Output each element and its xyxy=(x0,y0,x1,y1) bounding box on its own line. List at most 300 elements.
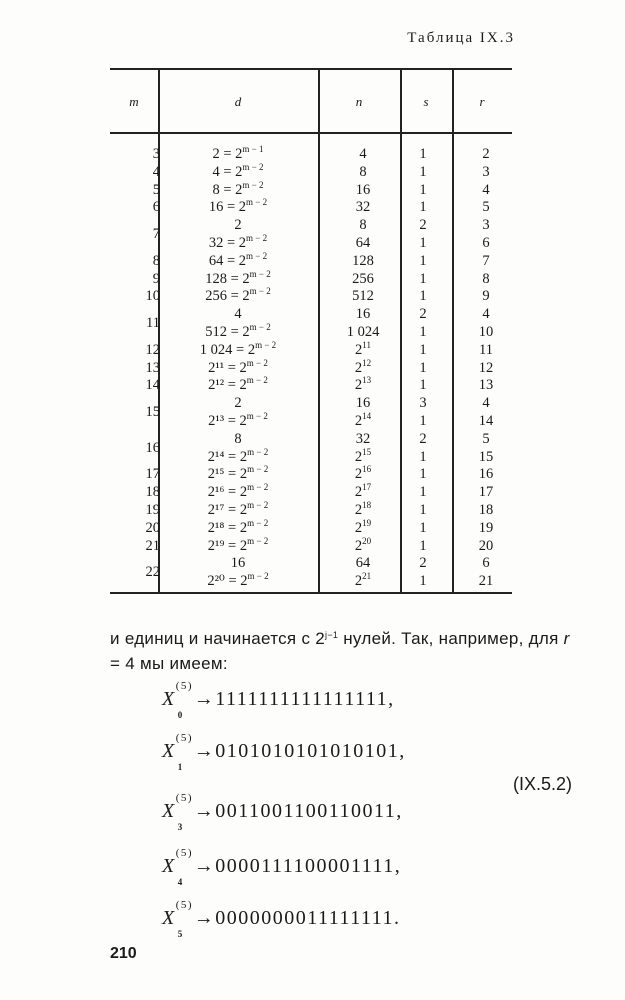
cell-n xyxy=(318,502,408,518)
cell-m xyxy=(110,271,160,287)
cell-n xyxy=(318,146,408,162)
cell-value: 1 024 = 2 xyxy=(199,341,256,358)
cell-exponent: m − 1 xyxy=(242,144,264,154)
cell-s xyxy=(400,555,446,571)
cell-n xyxy=(318,339,408,358)
cell-s xyxy=(400,377,446,393)
cell-r xyxy=(452,377,520,393)
cell-s xyxy=(400,502,446,518)
cell-r xyxy=(452,360,520,376)
cell-value: 4 xyxy=(359,146,367,162)
cell-exponent: 17 xyxy=(362,482,372,493)
cell-s xyxy=(400,271,446,287)
cell-value: 11 xyxy=(146,315,160,332)
cell-value: 11 xyxy=(479,341,493,358)
cell-s xyxy=(400,431,446,447)
cell-value: 256 xyxy=(352,270,374,287)
cell-m xyxy=(110,538,160,554)
cell-n xyxy=(318,199,408,215)
formula-indices xyxy=(175,732,194,772)
cell-value: 1 xyxy=(419,181,427,198)
cell-value: 1 xyxy=(419,235,427,251)
cell-m xyxy=(110,182,160,198)
cell-s xyxy=(400,217,446,233)
cell-m xyxy=(110,253,160,269)
cell-m xyxy=(110,440,160,456)
cell-n xyxy=(318,377,408,393)
cell-s xyxy=(400,484,446,500)
cell-exponent: m − 2 xyxy=(242,161,264,172)
cell-value: 10 xyxy=(145,288,160,305)
cell-value: 2 xyxy=(354,519,363,536)
cell-r xyxy=(452,199,520,215)
cell-value: 8 xyxy=(359,217,367,234)
cell-exponent: m − 2 xyxy=(249,268,271,279)
cell-r xyxy=(452,573,520,589)
cell-value: 2¹³ = 2 xyxy=(208,413,247,429)
cell-value: 16 xyxy=(478,466,494,483)
cell-value: 2 xyxy=(354,502,363,518)
formula-bits: 0000111100001111, xyxy=(215,855,402,877)
cell-value: 20 xyxy=(145,519,160,536)
cell-n xyxy=(318,324,408,340)
cell-m xyxy=(110,377,160,393)
cell-d xyxy=(158,199,318,215)
cell-m xyxy=(110,164,160,180)
cell-value: 2 xyxy=(354,484,363,501)
cell-m xyxy=(110,146,160,162)
cell-r xyxy=(452,520,520,536)
cell-d xyxy=(158,288,318,304)
cell-s xyxy=(400,466,446,482)
cell-r xyxy=(452,502,520,518)
cell-value: 2 xyxy=(419,555,427,572)
cell-s xyxy=(400,520,446,536)
cell-exponent: 12 xyxy=(362,357,372,368)
cell-value: 4 xyxy=(482,306,490,323)
formula-variable: X xyxy=(162,688,176,710)
cell-r xyxy=(452,306,520,322)
paragraph-text: нулей. Так, например, для xyxy=(338,629,564,648)
table-ix-3 xyxy=(110,68,512,594)
cell-d xyxy=(158,484,318,500)
header-r: r xyxy=(479,94,485,109)
cell-r xyxy=(452,449,520,465)
cell-exponent: m − 2 xyxy=(246,233,268,243)
cell-value: 2¹² = 2 xyxy=(208,377,247,394)
cell-value: 8 xyxy=(359,163,367,180)
cell-m xyxy=(110,315,160,331)
formula-indices xyxy=(175,680,194,720)
cell-n xyxy=(318,182,408,198)
cell-value: 7 xyxy=(482,252,490,269)
cell-s xyxy=(400,538,446,554)
cell-d xyxy=(158,235,318,251)
cell-n xyxy=(318,271,408,287)
cell-value: 16 xyxy=(355,181,371,198)
cell-n xyxy=(318,431,408,447)
cell-n xyxy=(318,288,408,304)
cell-value: 3 xyxy=(152,146,160,162)
cell-value: 128 = 2 xyxy=(205,270,250,287)
cell-value: 9 xyxy=(482,288,490,305)
cell-value: 10 xyxy=(478,324,494,340)
cell-value: 6 xyxy=(152,199,160,216)
cell-value: 19 xyxy=(478,519,494,536)
cell-value: 13 xyxy=(145,359,160,376)
cell-value: 2¹⁵ = 2 xyxy=(207,466,248,483)
cell-n xyxy=(318,395,408,411)
cell-d xyxy=(158,517,318,536)
cell-value: 2 xyxy=(355,341,363,358)
header-s: s xyxy=(423,94,429,109)
cell-value: 1 xyxy=(419,270,427,287)
cell-r xyxy=(452,538,520,554)
cell-r xyxy=(452,182,520,198)
cell-n xyxy=(318,517,408,536)
formula-superscript: (5) xyxy=(175,732,194,744)
cell-value: 12 xyxy=(478,359,494,376)
cell-exponent: m − 2 xyxy=(247,446,269,457)
cell-exponent: m − 2 xyxy=(247,500,269,510)
formula-superscript: (5) xyxy=(175,792,194,804)
cell-value: 512 xyxy=(352,288,374,305)
formula-superscript: (5) xyxy=(175,680,194,692)
page-number: 210 xyxy=(110,945,137,962)
cell-value: 2 xyxy=(354,413,363,429)
cell-value: 8 xyxy=(234,430,242,447)
cell-value: 2¹⁸ = 2 xyxy=(207,519,248,536)
formula-variable: X xyxy=(162,855,176,877)
cell-value: 2 xyxy=(419,217,427,234)
arrow-icon: → xyxy=(193,907,216,929)
cell-value: 2 xyxy=(234,395,242,412)
cell-value: 2 xyxy=(354,448,363,465)
cell-value: 1 xyxy=(419,359,427,376)
cell-n xyxy=(318,253,408,269)
cell-exponent: m − 2 xyxy=(249,286,271,297)
cell-m xyxy=(110,466,160,482)
cell-value: 2 xyxy=(354,537,363,554)
cell-r xyxy=(452,484,520,500)
cell-d xyxy=(158,250,318,269)
cell-value: 2¹⁴ = 2 xyxy=(207,448,248,465)
cell-value: 1 xyxy=(419,448,427,465)
cell-value: 64 = 2 xyxy=(208,252,247,269)
formula-subscript: 3 xyxy=(177,822,184,832)
cell-d xyxy=(158,161,318,180)
cell-r xyxy=(452,235,520,251)
cell-n xyxy=(318,446,408,465)
formula-bits: 0101010101010101, xyxy=(215,740,406,762)
cell-s xyxy=(400,573,446,589)
cell-d xyxy=(158,146,318,162)
cell-value: 21 xyxy=(145,537,160,554)
cell-n xyxy=(318,573,408,589)
cell-exponent: m − 2 xyxy=(247,517,269,528)
cell-exponent: m − 2 xyxy=(255,339,277,350)
cell-value: 3 xyxy=(419,395,427,412)
cell-s xyxy=(400,324,446,340)
cell-m xyxy=(110,404,160,420)
table-caption: Таблица IX.3 xyxy=(407,30,515,46)
cell-m xyxy=(110,226,160,242)
cell-value: 1 xyxy=(419,377,427,394)
cell-value: 2 xyxy=(354,573,363,590)
cell-exponent: m − 2 xyxy=(246,250,268,261)
arrow-icon: → xyxy=(193,740,216,762)
formula-variable: X xyxy=(162,907,176,929)
cell-r xyxy=(452,431,520,447)
cell-r xyxy=(452,146,520,162)
cell-value: 12 xyxy=(145,341,160,358)
formula-subscript: 0 xyxy=(177,710,184,720)
cell-value: 17 xyxy=(145,466,160,483)
cell-n xyxy=(318,555,408,571)
cell-exponent: 16 xyxy=(362,464,372,475)
cell-exponent: 20 xyxy=(362,535,372,546)
formula-bits: 0011001100110011, xyxy=(215,800,403,822)
cell-s xyxy=(400,235,446,251)
cell-s xyxy=(400,360,446,376)
paragraph-variable: r xyxy=(563,629,570,648)
cell-exponent: m − 2 xyxy=(247,535,269,546)
cell-value: 32 = 2 xyxy=(208,235,247,251)
equation-number: (IX.5.2) xyxy=(513,774,573,794)
cell-n xyxy=(318,357,408,376)
cell-m xyxy=(110,288,160,304)
cell-exponent: m − 2 xyxy=(246,197,268,208)
formula-bits: 1111111111111111, xyxy=(215,688,395,710)
cell-n xyxy=(318,235,408,251)
cell-r xyxy=(452,555,520,571)
cell-value: 1 xyxy=(419,502,427,518)
cell-value: 256 = 2 xyxy=(205,288,250,305)
cell-value: 5 xyxy=(482,430,490,447)
cell-d xyxy=(158,179,318,198)
cell-m xyxy=(110,502,160,518)
cell-value: 17 xyxy=(478,484,494,501)
cell-d xyxy=(158,268,318,287)
formula-line xyxy=(162,792,403,832)
cell-exponent: 21 xyxy=(362,571,372,582)
cell-d xyxy=(158,555,318,571)
cell-d xyxy=(158,446,318,465)
cell-exponent: 19 xyxy=(362,517,372,528)
cell-n xyxy=(318,413,408,429)
cell-d xyxy=(158,466,318,482)
header-rule xyxy=(110,132,512,134)
cell-s xyxy=(400,413,446,429)
cell-r xyxy=(452,413,520,429)
cell-exponent: m − 2 xyxy=(242,179,264,190)
cell-exponent: 14 xyxy=(362,411,372,421)
cell-value: 2 xyxy=(354,377,363,394)
formula-subscript: 4 xyxy=(177,877,184,887)
cell-value: 19 xyxy=(145,502,160,518)
cell-n xyxy=(318,164,408,180)
cell-r xyxy=(452,466,520,482)
formula-line xyxy=(162,899,401,939)
formula-variable: X xyxy=(162,800,176,822)
arrow-icon: → xyxy=(193,688,216,710)
cell-d xyxy=(158,395,318,411)
cell-r xyxy=(452,288,520,304)
cell-n xyxy=(318,466,408,482)
cell-value: 16 = 2 xyxy=(208,199,247,216)
cell-value: 1 xyxy=(419,341,427,358)
cell-value: 4 xyxy=(152,163,160,180)
cell-s xyxy=(400,306,446,322)
header-m: m xyxy=(129,94,139,109)
cell-value: 1 xyxy=(419,573,427,590)
formula-superscript: (5) xyxy=(175,847,194,859)
cell-value: 2²⁰ = 2 xyxy=(207,573,248,590)
cell-value: 2 xyxy=(234,217,242,234)
cell-value: 1 xyxy=(419,252,427,269)
cell-d xyxy=(158,357,318,376)
cell-d xyxy=(158,377,318,393)
cell-value: 2 xyxy=(419,430,427,447)
cell-exponent: 18 xyxy=(362,500,372,510)
cell-value: 64 xyxy=(355,235,371,251)
body-paragraph xyxy=(110,626,580,676)
cell-value: 2 xyxy=(354,359,363,376)
cell-value: 4 xyxy=(234,306,242,323)
cell-s xyxy=(400,395,446,411)
cell-value: 2 xyxy=(482,146,490,162)
header-d: d xyxy=(234,94,242,109)
cell-value: 1 xyxy=(419,519,427,536)
cell-value: 2¹⁷ = 2 xyxy=(207,502,248,518)
cell-value: 1 xyxy=(419,466,427,483)
cell-d xyxy=(158,573,318,589)
cell-value: 3 xyxy=(482,163,490,180)
cell-s xyxy=(400,253,446,269)
cell-d xyxy=(158,306,318,322)
cell-value: 8 = 2 xyxy=(212,181,243,198)
cell-value: 2¹⁶ = 2 xyxy=(207,484,248,501)
cell-r xyxy=(452,164,520,180)
cell-value: 4 xyxy=(482,395,490,412)
formula-superscript: (5) xyxy=(175,899,194,911)
cell-value: 21 xyxy=(478,573,494,590)
cell-m xyxy=(110,199,160,215)
cell-m xyxy=(110,342,160,358)
cell-m xyxy=(110,360,160,376)
cell-value: 3 xyxy=(482,217,490,234)
cell-value: 18 xyxy=(478,502,494,518)
cell-value: 512 = 2 xyxy=(205,324,250,340)
formula-line xyxy=(162,732,406,772)
cell-value: 15 xyxy=(478,448,494,465)
cell-value: 32 xyxy=(355,199,371,216)
cell-s xyxy=(400,182,446,198)
formula-indices xyxy=(175,899,194,939)
cell-value: 16 xyxy=(145,439,160,456)
cell-value: 2¹¹ = 2 xyxy=(208,359,247,376)
cell-r xyxy=(452,271,520,287)
cell-s xyxy=(400,146,446,162)
cell-value: 16 xyxy=(355,395,371,412)
formula-line xyxy=(162,847,402,887)
cell-n xyxy=(318,217,408,233)
cell-value: 2 xyxy=(354,466,363,483)
cell-value: 13 xyxy=(478,377,494,394)
cell-m xyxy=(110,564,160,580)
formula-indices xyxy=(175,792,194,832)
cell-exponent: 13 xyxy=(362,375,372,386)
cell-value: 5 xyxy=(152,181,160,198)
cell-value: 4 xyxy=(482,181,490,198)
paragraph-exponent: j−1 xyxy=(325,630,339,640)
formula-line xyxy=(162,680,395,720)
cell-value: 16 xyxy=(355,306,371,323)
cell-d xyxy=(158,535,318,554)
cell-exponent: m − 2 xyxy=(249,322,271,332)
cell-r xyxy=(452,253,520,269)
cell-exponent: m − 2 xyxy=(246,411,268,421)
formula-variable: X xyxy=(162,740,176,762)
cell-d xyxy=(158,431,318,447)
cell-s xyxy=(400,449,446,465)
cell-r xyxy=(452,217,520,233)
cell-value: 1 xyxy=(419,288,427,305)
cell-n xyxy=(318,484,408,500)
cell-value: 15 xyxy=(145,404,160,421)
cell-value: 2¹⁹ = 2 xyxy=(207,537,248,554)
cell-value: 8 xyxy=(152,252,160,269)
cell-m xyxy=(110,520,160,536)
cell-value: 1 xyxy=(419,199,427,216)
cell-value: 1 xyxy=(419,146,427,162)
cell-exponent: m − 2 xyxy=(246,375,268,386)
cell-value: 18 xyxy=(145,484,160,501)
cell-value: 1 xyxy=(419,163,427,180)
cell-s xyxy=(400,164,446,180)
formula-subscript: 1 xyxy=(177,762,184,772)
cell-s xyxy=(400,288,446,304)
cell-r xyxy=(452,395,520,411)
cell-value: 1 xyxy=(419,537,427,554)
cell-exponent: m − 2 xyxy=(247,571,269,582)
cell-value: 5 xyxy=(482,199,490,216)
paragraph-text: и единиц и начинается с 2 xyxy=(110,629,326,648)
cell-m xyxy=(110,484,160,500)
cell-value: 1 xyxy=(419,413,427,429)
cell-s xyxy=(400,342,446,358)
cell-exponent: m − 2 xyxy=(247,464,269,475)
cell-value: 6 xyxy=(482,555,490,572)
cell-value: 14 xyxy=(145,377,160,394)
cell-n xyxy=(318,535,408,554)
cell-d xyxy=(158,324,318,340)
cell-value: 7 xyxy=(152,226,160,243)
cell-exponent: m − 2 xyxy=(246,357,268,368)
cell-s xyxy=(400,199,446,215)
cell-d xyxy=(158,413,318,429)
cell-value: 1 xyxy=(419,324,427,340)
cell-value: 22 xyxy=(145,564,160,581)
formula-indices xyxy=(175,847,194,887)
header-n: n xyxy=(355,94,363,109)
cell-exponent: 11 xyxy=(362,339,371,350)
cell-value: 16 xyxy=(230,555,246,572)
cell-d xyxy=(158,502,318,518)
paragraph-text: = 4 мы имеем: xyxy=(110,654,228,673)
cell-value: 14 xyxy=(478,413,494,429)
cell-value: 1 024 xyxy=(346,324,380,340)
